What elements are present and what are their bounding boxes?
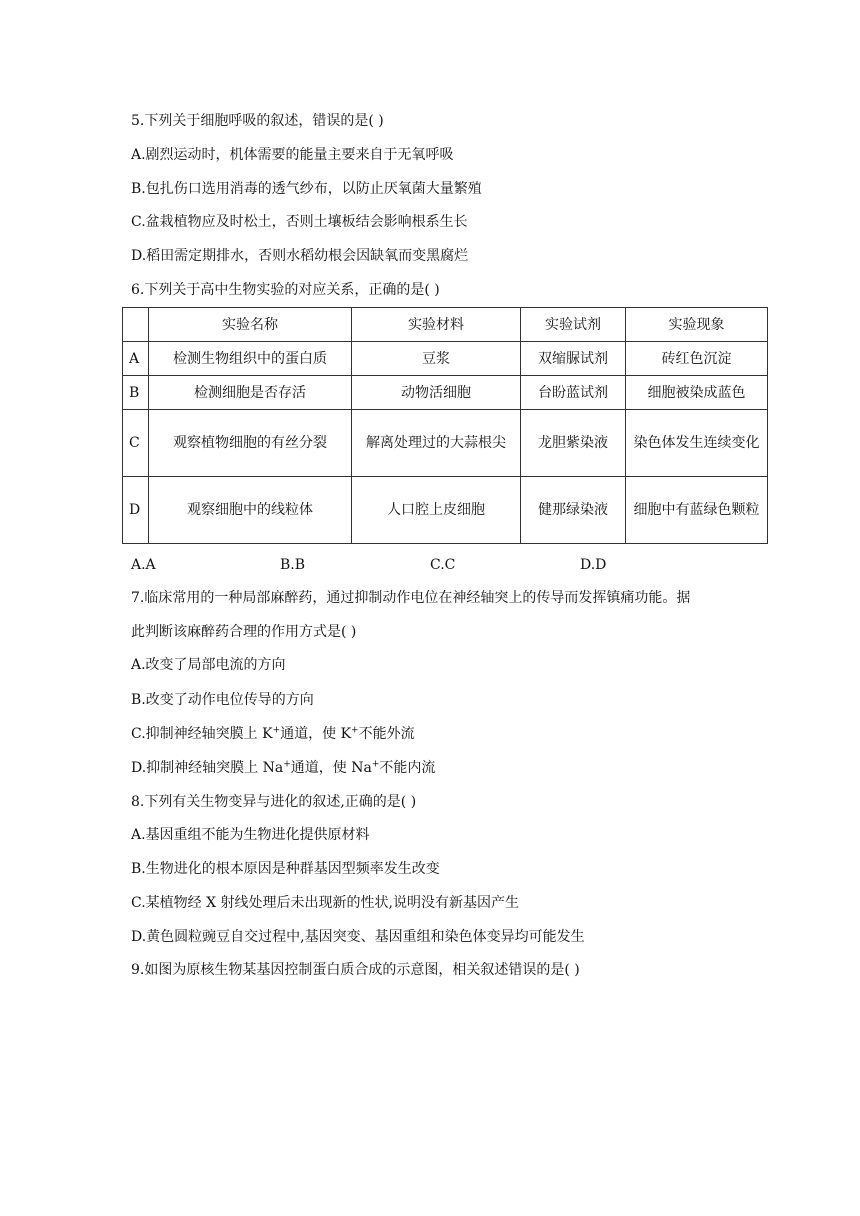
q7-stem-line1: 7.临床常用的一种局部麻醉药，通过抑制动作电位在神经轴突上的传导而发挥镇痛功能。据	[131, 590, 691, 606]
plus-superscript: +	[283, 759, 291, 770]
table-header-cell	[123, 308, 149, 342]
table-cell: 细胞中有蓝绿色颗粒	[626, 477, 768, 544]
table-cell: A	[123, 342, 149, 376]
table-cell: 健那绿染液	[521, 477, 626, 544]
table-cell: D	[123, 477, 149, 544]
table-cell: 解离处理过的大蒜根尖	[352, 410, 521, 477]
q8-option-b: B.生物进化的根本原因是种群基因型频率发生改变	[131, 861, 440, 877]
q8-stem: 8.下列有关生物变异与进化的叙述,正确的是( )	[131, 794, 417, 810]
q7-option-a: A.改变了局部电流的方向	[131, 657, 286, 673]
table-cell: 观察细胞中的线粒体	[149, 477, 352, 544]
table-header-cell: 实验材料	[352, 308, 521, 342]
q5-option-c: C.盆栽植物应及时松土，否则土壤板结会影响根系生长	[131, 214, 468, 230]
q7-option-d-text2: 通道，使 Na	[290, 760, 372, 776]
plus-superscript: +	[371, 759, 380, 770]
table-cell: 砖红色沉淀	[626, 342, 768, 376]
q7-option-c-text1: C.抑制神经轴突膜上 K	[131, 726, 273, 742]
q7-option-b: B.改变了动作电位传导的方向	[131, 692, 314, 708]
table-cell: 染色体发生连续变化	[626, 410, 768, 477]
table-row	[123, 410, 768, 477]
plus-superscript: +	[272, 725, 281, 736]
q5-stem: 5.下列关于细胞呼吸的叙述，错误的是( )	[131, 113, 384, 129]
table-cell: 豆浆	[352, 342, 521, 376]
q6-stem: 6.下列关于高中生物实验的对应关系，正确的是( )	[131, 282, 440, 298]
q6-option-a: A.A	[131, 557, 156, 573]
q6-option-b: B.B	[280, 557, 306, 573]
q8-option-d: D.黄色圆粒豌豆自交过程中,基因突变、基因重组和染色体变异均可能发生	[131, 929, 585, 945]
q7-option-d-text3: 不能内流	[379, 760, 436, 776]
table-header-cell: 实验现象	[626, 308, 768, 342]
plus-superscript: +	[351, 725, 359, 736]
table-row	[123, 376, 768, 410]
table-cell: C	[123, 410, 149, 477]
table-cell: 龙胆紫染液	[521, 410, 626, 477]
table-cell: B	[123, 376, 149, 410]
table-row	[123, 477, 768, 544]
table-cell: 台盼蓝试剂	[521, 376, 626, 410]
q7-option-c-text3: 不能外流	[358, 726, 415, 742]
table-cell: 观察植物细胞的有丝分裂	[149, 410, 352, 477]
q6-option-d: D.D	[580, 557, 607, 573]
experiment-table	[122, 307, 768, 544]
table-header-row	[123, 308, 768, 342]
table-cell: 检测细胞是否存活	[149, 376, 352, 410]
q8-option-a: A.基因重组不能为生物进化提供原材料	[131, 827, 370, 843]
table-header-cell: 实验名称	[149, 308, 352, 342]
table-cell: 人口腔上皮细胞	[352, 477, 521, 544]
q5-option-b: B.包扎伤口选用消毒的透气纱布，以防止厌氧菌大量繁殖	[131, 181, 482, 197]
q7-stem-line2: 此判断该麻醉药合理的作用方式是( )	[131, 624, 357, 640]
q5-option-a: A.剧烈运动时，机体需要的能量主要来自于无氧呼吸	[131, 147, 454, 163]
table-cell: 细胞被染成蓝色	[626, 376, 768, 410]
table-cell: 检测生物组织中的蛋白质	[149, 342, 352, 376]
q7-option-c	[131, 724, 415, 744]
q7-option-c-text2: 通道，使 K	[280, 726, 352, 742]
q6-option-c: C.C	[430, 557, 456, 573]
q7-option-d-text1: D.抑制神经轴突膜上 Na	[131, 760, 284, 776]
table-row	[123, 342, 768, 376]
table-cell: 双缩脲试剂	[521, 342, 626, 376]
q5-option-d: D.稻田需定期排水，否则水稻幼根会因缺氧而变黑腐烂	[131, 248, 469, 264]
table-header-cell: 实验试剂	[521, 308, 626, 342]
q7-option-d	[131, 758, 435, 778]
q9-stem: 9.如图为原核生物某基因控制蛋白质合成的示意图，相关叙述错误的是( )	[131, 962, 580, 978]
table-cell: 动物活细胞	[352, 376, 521, 410]
q6-options	[131, 555, 771, 575]
q8-option-c: C.某植物经 X 射线处理后未出现新的性状,说明没有新基因产生	[131, 895, 519, 911]
